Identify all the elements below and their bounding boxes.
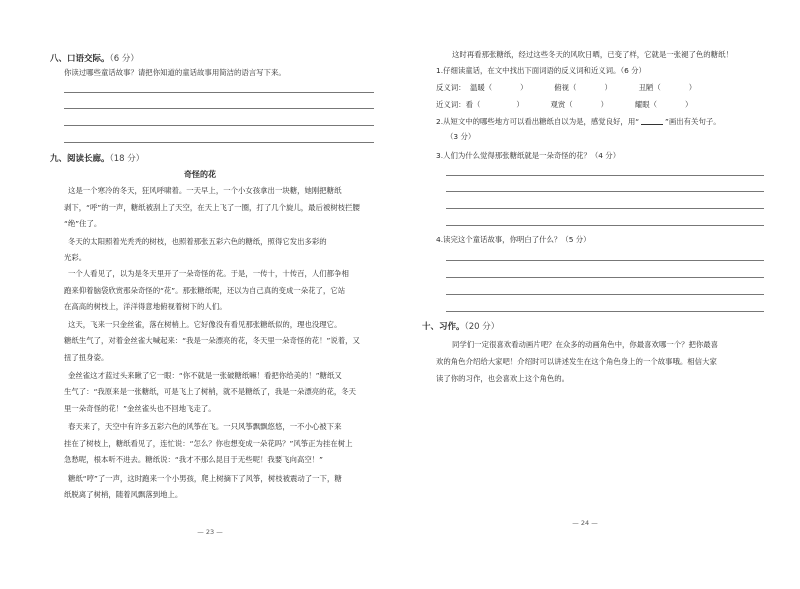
section-8-prompt: 你读过哪些童话故事？请把你知道的童话故事用简洁的语言写下来。: [64, 68, 286, 77]
story-line: 春天来了，天空中有许多五彩六色的风筝在飞。一只风筝飘飘悠悠，一不小心被下来: [68, 422, 342, 431]
page-number: — 23 —: [197, 528, 223, 536]
story-line: 纸脱离了树梢，随着风飘落到地上。: [64, 490, 183, 499]
story-line: 金丝雀这才蓝过头来瞅了它一眼：“你不就是一张破糖纸嘛！看把你给美的！”糖纸又: [68, 371, 342, 380]
answer-line[interactable]: [446, 225, 764, 226]
answer-line[interactable]: [446, 191, 764, 192]
answer-line[interactable]: [64, 108, 374, 109]
essay-line: 欢的角色介绍给大家吧！介绍时可以讲述发生在这个角色身上的一个故事哦。相信大家: [436, 357, 717, 366]
story-line: “绝”住了。: [64, 219, 102, 228]
story-line: 急愁呢，根本听不进去。糖纸说：“我才不那么昆目于无些呢！我要飞向高空！”: [64, 455, 323, 464]
answer-line[interactable]: [64, 125, 374, 126]
page-number: — 24 —: [572, 519, 598, 527]
question-1: 1.仔细读童话，在文中找出下面词语的反义词和近义词。（6 分）: [436, 66, 646, 75]
answer-line[interactable]: [64, 142, 374, 143]
answer-line[interactable]: [446, 175, 764, 176]
synonym-row: 近义词：看（ ） 观赏（ ） 耀眼（ ）: [436, 100, 693, 109]
story-line: 一个人看见了，以为是冬天里开了一朵奇怪的花。于是，一传十，十传百，人们都争相: [68, 269, 349, 278]
answer-line[interactable]: [446, 277, 764, 278]
story-line: 跑来仰着脑袋欣赏那朵奇怪的“花”。那张糖纸呢，还以为自己真的变成一朵花了，它站: [64, 286, 346, 295]
story-line: 剥下，“呼”的一声，糖纸被刮上了天空，在天上飞了一圈，打了几个旋儿，最后被树枝拦腰: [64, 203, 360, 212]
story-ending: 这时再看那张糖纸，经过这些冬天的风吹日晒，已变了样，它就是一张褪了色的糖纸！: [452, 50, 733, 59]
question-4: 4.读完这个童话故事，你明白了什么？（5 分）: [436, 235, 591, 244]
story-line: 扭了扭身姿。: [64, 353, 109, 362]
section-8-heading: 八、口语交际。（6 分）: [50, 54, 139, 64]
story-line: 这天，飞来一只金丝雀，落在树梢上。它好像没有看见那张糖纸似的，理也没理它。: [68, 320, 342, 329]
question-3: 3.人们为什么觉得那张糖纸就是一朵奇怪的花？（4 分）: [436, 151, 621, 160]
answer-line[interactable]: [446, 294, 764, 295]
story-line: 挂在了树枝上，糖纸看见了，连忙说：“怎么？你也想变成一朵花吗？”风筝正为挂在树上: [64, 439, 353, 448]
section-10-heading: 十、习作。（20 分）: [422, 322, 500, 332]
answer-line[interactable]: [446, 260, 764, 261]
right-page: [400, 0, 800, 589]
story-line: 里一朵奇怪的花！”金丝雀头也不回地飞走了。: [64, 404, 216, 413]
section-9-heading: 九、阅读长廊。（18 分）: [50, 154, 145, 164]
answer-line[interactable]: [446, 311, 764, 312]
essay-line: 同学们一定很喜欢看动画片吧？在众多的动画角色中，你最喜欢哪一个？把你最喜: [452, 340, 719, 349]
essay-line: 读了你的习作，也会喜欢上这个角色的。: [436, 374, 570, 383]
story-line: 光彩。: [64, 253, 87, 262]
story-line: 糖纸生气了，对着金丝雀大喊起来：“我是一朵漂亮的花，冬天里一朵奇怪的花！”说着，又: [64, 336, 360, 345]
answer-line[interactable]: [64, 92, 374, 93]
underline-sample: [641, 117, 663, 125]
story-line: 冬天的太阳照着光秃秃的树枝，也照着那张五彩六色的糖纸，照得它发出多彩的: [68, 237, 327, 246]
story-line: 这是一个寒冷的冬天，狂风呼啸着。一天早上，一个小女孩拿出一块糖，她刚把糖纸: [68, 186, 342, 195]
antonym-row: 反义词： 温暖（ ） 俯视（ ） 丑陋（ ）: [436, 83, 697, 92]
question-2-score: （3 分）: [446, 132, 476, 141]
story-line: 在高高的树枝上，洋洋得意地俯视着树下的人们。: [64, 302, 227, 311]
story-line: 糖纸“哼”了一声，这时跑来一个小男孩，爬上树摘下了风筝，树枝被震动了一下，糖: [68, 474, 342, 483]
story-line: 生气了：“我原来是一张糖纸，可是飞上了树梢，就不是糖纸了，我是一朵漂亮的花，冬天: [64, 387, 357, 396]
story-title: 奇怪的花: [184, 170, 216, 179]
question-2: 2.从短文中的哪些地方可以看出糖纸自以为是，感觉良好，用“ ”画出有关句子。: [436, 117, 721, 126]
answer-line[interactable]: [446, 208, 764, 209]
